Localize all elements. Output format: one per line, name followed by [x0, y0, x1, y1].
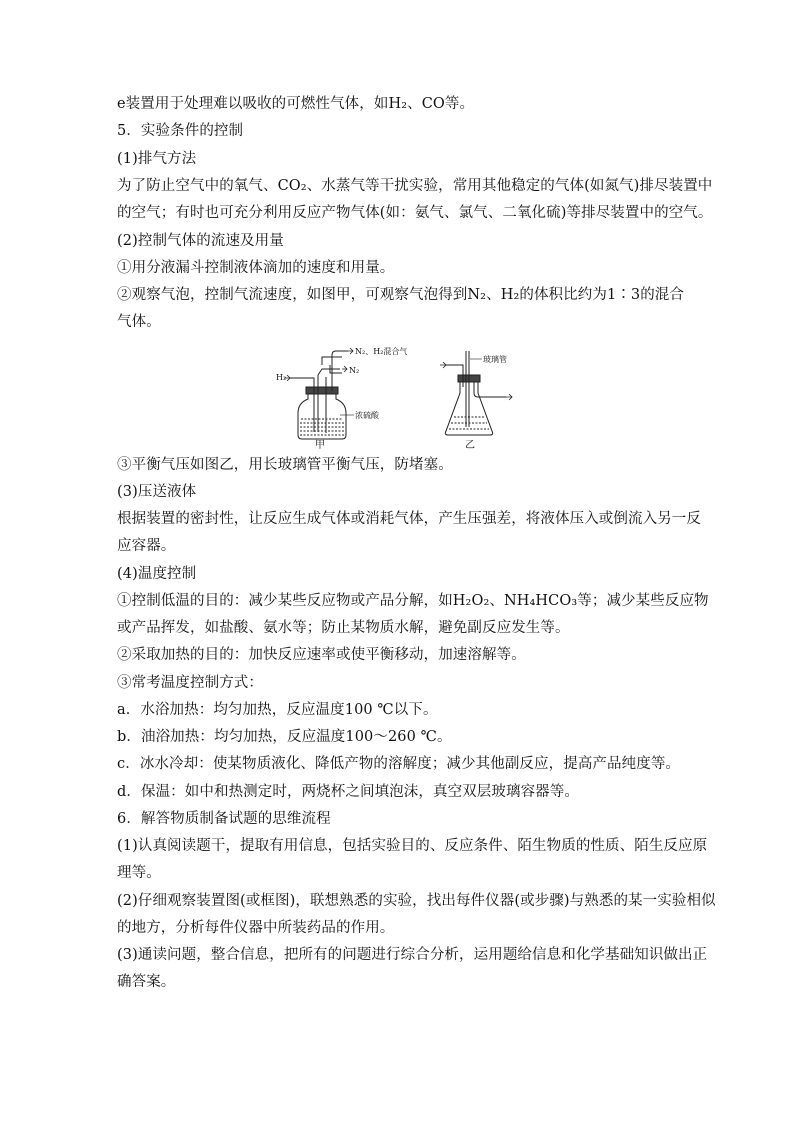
- text-line: 理等。: [117, 865, 161, 881]
- text-line: b．油浴加热：均匀加热，反应温度100～260 ℃。: [117, 729, 452, 745]
- text-line: ③平衡气压如图乙，用长玻璃管平衡气压，防堵塞。: [117, 457, 453, 473]
- text-line: 气体。: [117, 314, 161, 330]
- subsection-heading: (1)排气方法: [117, 151, 197, 167]
- text-line: d．保温：如中和热测定时，两烧杯之间填泡沫，真空双层玻璃容器等。: [117, 784, 579, 800]
- apparatus-figure: [270, 347, 530, 449]
- caption-jia: 甲: [315, 440, 325, 449]
- subsection-heading: (4)温度控制: [117, 566, 197, 582]
- caption-yi: 乙: [465, 440, 475, 449]
- label-glass-tube: 玻璃管: [483, 355, 507, 364]
- text-line: 根据装置的密封性，让反应生成气体或消耗气体，产生压强差，将液体压入或倒流入另一反: [117, 511, 701, 527]
- text-line: (1)认真阅读题干，提取有用信息，包括实验目的、反应条件、陌生物质的性质、陌生反应原: [117, 838, 708, 854]
- label-sulfuric-acid: 浓硫酸: [355, 411, 379, 420]
- text-line: ②观察气泡，控制气流速度，如图甲，可观察气泡得到N₂、H₂的体积比约为1∶3的混合: [117, 287, 685, 303]
- text-line: ③常考温度控制方式：: [117, 675, 263, 691]
- section-heading: 6．解答物质制备试题的思维流程: [117, 811, 331, 827]
- text-line: (2)仔细观察装置图(或框图)，联想熟悉的实验，找出每件仪器(或步骤)与熟悉的某一实验相似: [117, 893, 716, 909]
- label-outlet-mix: N₂、H₂混合气: [355, 347, 408, 356]
- washing-bottle-jia: [284, 348, 354, 439]
- subsection-heading: (3)压送液体: [117, 484, 197, 500]
- text-line: a．水浴加热：均匀加热，反应温度100 ℃以下。: [117, 702, 438, 718]
- subsection-heading: (2)控制气体的流速及用量: [117, 233, 284, 249]
- text-line: 确答案。: [117, 974, 176, 990]
- text-line: ①控制低温的目的：减少某些反应物或产品分解，如H₂O₂、NH₄HCO₃等；减少某些反应物: [117, 593, 709, 609]
- text-line: 应容器。: [117, 538, 176, 554]
- text-line: (3)通读问题，整合信息，把所有的问题进行综合分析，运用题给信息和化学基础知识做出正: [117, 947, 708, 963]
- text-line: ②采取加热的目的：加快反应速率或使平衡移动，加速溶解等。: [117, 647, 526, 663]
- text-line: 为了防止空气中的氧气、CO₂、水蒸气等干扰实验，常用其他稳定的气体(如氮气)排尽装置中: [117, 178, 713, 194]
- text-line: 的空气；有时也可充分利用反应产物气体(如：氨气、氯气、二氧化硫)等排尽装置中的空气。: [117, 205, 713, 221]
- text-line: 或产品挥发，如盐酸、氨水等；防止某物质水解，避免副反应发生等。: [117, 620, 570, 636]
- text-line: e装置用于处理难以吸收的可燃性气体，如H₂、CO等。: [117, 96, 475, 112]
- apparatus-diagram: [270, 347, 530, 449]
- text-line: 的地方，分析每件仪器中所装药品的作用。: [117, 920, 395, 936]
- text-line: ①用分液漏斗控制液体滴加的速度和用量。: [117, 260, 395, 276]
- label-inlet-n2: N₂: [349, 366, 360, 375]
- section-heading: 5．实验条件的控制: [117, 123, 244, 139]
- text-line: c．冰水冷却：使某物质液化、降低产物的溶解度；减少其他副反应，提高产品纯度等。: [117, 756, 681, 772]
- label-inlet-h2: H₂: [276, 373, 287, 382]
